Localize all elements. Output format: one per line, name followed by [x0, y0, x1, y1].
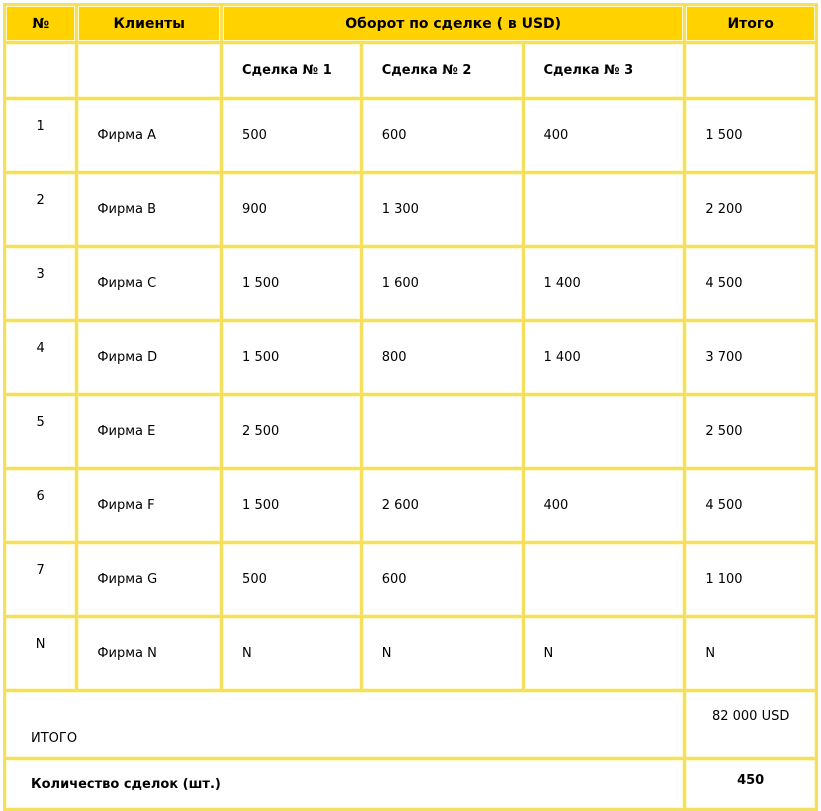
row-total: 4 500	[686, 470, 815, 541]
table-row	[6, 396, 815, 467]
table-row	[6, 618, 815, 689]
deal-1-value: N	[223, 618, 360, 689]
row-number: 1	[6, 100, 75, 171]
table-row	[6, 322, 815, 393]
row-number: 4	[6, 322, 75, 393]
header-total: Итого	[686, 6, 815, 41]
table-row	[6, 100, 815, 171]
client-name: Фирма А	[78, 100, 220, 171]
header-turnover: Оборот по сделке ( в USD)	[223, 6, 683, 41]
deal-1-value: 2 500	[223, 396, 360, 467]
deal-2-value: 600	[363, 100, 522, 171]
deal-3-value: 400	[525, 100, 684, 171]
deal-3-value: 1 400	[525, 248, 684, 319]
deal-3-value: 400	[525, 470, 684, 541]
subheader-row	[6, 44, 815, 97]
subheader-deal-3: Сделка № 3	[525, 44, 684, 97]
table-row	[6, 174, 815, 245]
count-label: Количество сделок (шт.)	[6, 760, 683, 808]
row-total: 2 200	[686, 174, 815, 245]
row-number: 5	[6, 396, 75, 467]
client-name: Фирма C	[78, 248, 220, 319]
row-number: 2	[6, 174, 75, 245]
total-value: 82 000 USD	[686, 692, 815, 757]
row-number: N	[6, 618, 75, 689]
table-row	[6, 248, 815, 319]
row-total: 1 100	[686, 544, 815, 615]
row-total: N	[686, 618, 815, 689]
row-number: 7	[6, 544, 75, 615]
deal-3-value: N	[525, 618, 684, 689]
deals-table	[3, 3, 818, 811]
deal-2-value	[363, 396, 522, 467]
deal-2-value: 600	[363, 544, 522, 615]
client-name: Фирма D	[78, 322, 220, 393]
deal-1-value: 1 500	[223, 322, 360, 393]
subheader-deal-2: Сделка № 2	[363, 44, 522, 97]
row-total: 2 500	[686, 396, 815, 467]
count-row	[6, 760, 815, 808]
deal-1-value: 500	[223, 100, 360, 171]
client-name: Фирма N	[78, 618, 220, 689]
deal-1-value: 1 500	[223, 248, 360, 319]
table-row	[6, 544, 815, 615]
row-total: 4 500	[686, 248, 815, 319]
deal-3-value	[525, 396, 684, 467]
subheader-deal-1: Сделка № 1	[223, 44, 360, 97]
deal-2-value: N	[363, 618, 522, 689]
count-value: 450	[686, 760, 815, 808]
header-num: №	[6, 6, 75, 41]
subheader-empty	[6, 44, 75, 97]
row-total: 3 700	[686, 322, 815, 393]
client-name: Фирма G	[78, 544, 220, 615]
table-row	[6, 470, 815, 541]
client-name: Фирма F	[78, 470, 220, 541]
deal-2-value: 1 300	[363, 174, 522, 245]
row-total: 1 500	[686, 100, 815, 171]
deal-2-value: 1 600	[363, 248, 522, 319]
deal-3-value	[525, 544, 684, 615]
deal-2-value: 800	[363, 322, 522, 393]
deal-1-value: 900	[223, 174, 360, 245]
header-row	[6, 6, 815, 41]
deal-2-value: 2 600	[363, 470, 522, 541]
subheader-empty	[686, 44, 815, 97]
deal-3-value: 1 400	[525, 322, 684, 393]
row-number: 3	[6, 248, 75, 319]
subheader-empty	[78, 44, 220, 97]
total-label: ИТОГО	[6, 692, 683, 757]
client-name: Фирма E	[78, 396, 220, 467]
header-clients: Клиенты	[78, 6, 220, 41]
total-row	[6, 692, 815, 757]
table-body	[6, 100, 815, 689]
deal-1-value: 1 500	[223, 470, 360, 541]
deal-1-value: 500	[223, 544, 360, 615]
client-name: Фирма B	[78, 174, 220, 245]
row-number: 6	[6, 470, 75, 541]
deal-3-value	[525, 174, 684, 245]
